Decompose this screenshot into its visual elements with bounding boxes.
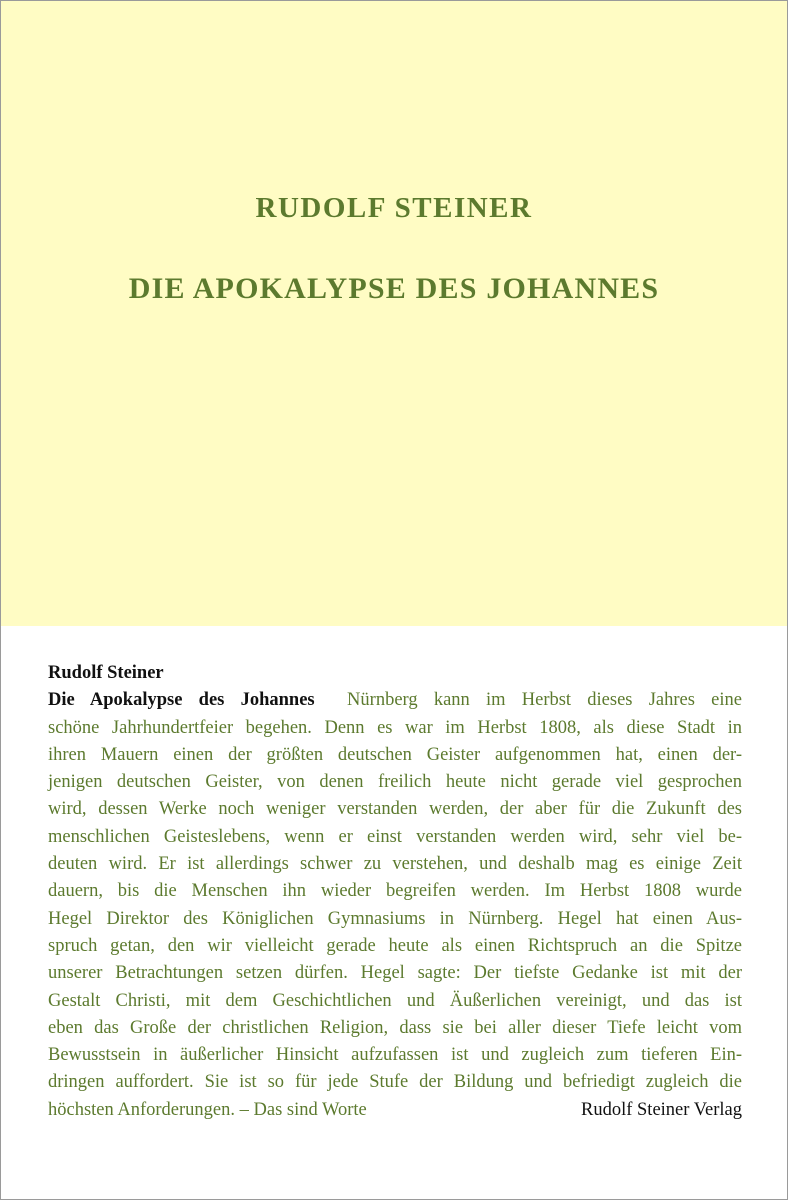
blurb-text: Nürnberg kann im Herbst dieses Jahres eine [347,690,742,711]
cover-title: DIE APOKALYPSE DES JOHANNES [128,272,660,305]
blurb-line: Hegel Direktor des Königlichen Gymnasiums in Nürnberg. Hegel hat einen Aus- [48,908,742,929]
blurb-line: dauern, bis die Menschen ihn wieder begreifen werden. Im Herbst 1808 wurde [48,881,742,902]
blurb-line: eben das Große der christlichen Religion, dass sie bei aller dieser Tiefe leicht vom [48,1017,742,1038]
blurb-line: deuten wird. Er ist allerdings schwer zu verstehen, und deshalb mag es einige Zeit [48,854,742,875]
blurb-line: menschlichen Geisteslebens, wenn er einst verstanden werden wird, sehr viel be- [48,826,742,847]
blurb-line: wird, dessen Werke noch weniger verstanden werden, der aber für die Zukunft des [48,799,742,820]
blurb-line: Gestalt Christi, mit dem Geschichtlichen und Äußerlichen vereinigt, und das ist [48,990,742,1011]
blurb-line: Bewusstsein in äußerlicher Hinsicht aufzufassen ist und zugleich zum tieferen Ein- [48,1045,742,1066]
back-blurb [48,660,742,1124]
blurb-title: Die Apokalypse des Johannes [48,690,315,711]
blurb-line: unserer Betrachtungen setzen dürfen. Hegel sagte: Der tiefste Gedanke ist mit der [48,963,742,984]
publisher-name: Rudolf Steiner Verlag [581,1099,742,1120]
blurb-last-row [48,1097,742,1124]
cover-author: RUDOLF STEINER [255,192,533,224]
blurb-last-line: höchsten Anforderungen. – Das sind Worte [48,1099,367,1120]
blurb-line: dringen auffordert. Sie ist so für jede Stufe der Bildung und befriedigt zugleich die [48,1072,742,1093]
blurb-first-line [48,687,742,714]
blurb-line: spruch getan, den wir vielleicht gerade heute als einen Richtspruch an die Spitze [48,935,742,956]
blurb-line: jenigen deutschen Geister, von denen freilich heute nicht gerade viel gesprochen [48,772,742,793]
blurb-line: ihren Mauern einen der größten deutschen Geister aufgenommen hat, einen der- [48,744,742,765]
blurb-author: Rudolf Steiner [48,663,164,683]
blurb-line: schöne Jahrhundertfeier begehen. Denn es war im Herbst 1808, als diese Stadt in [48,717,742,738]
